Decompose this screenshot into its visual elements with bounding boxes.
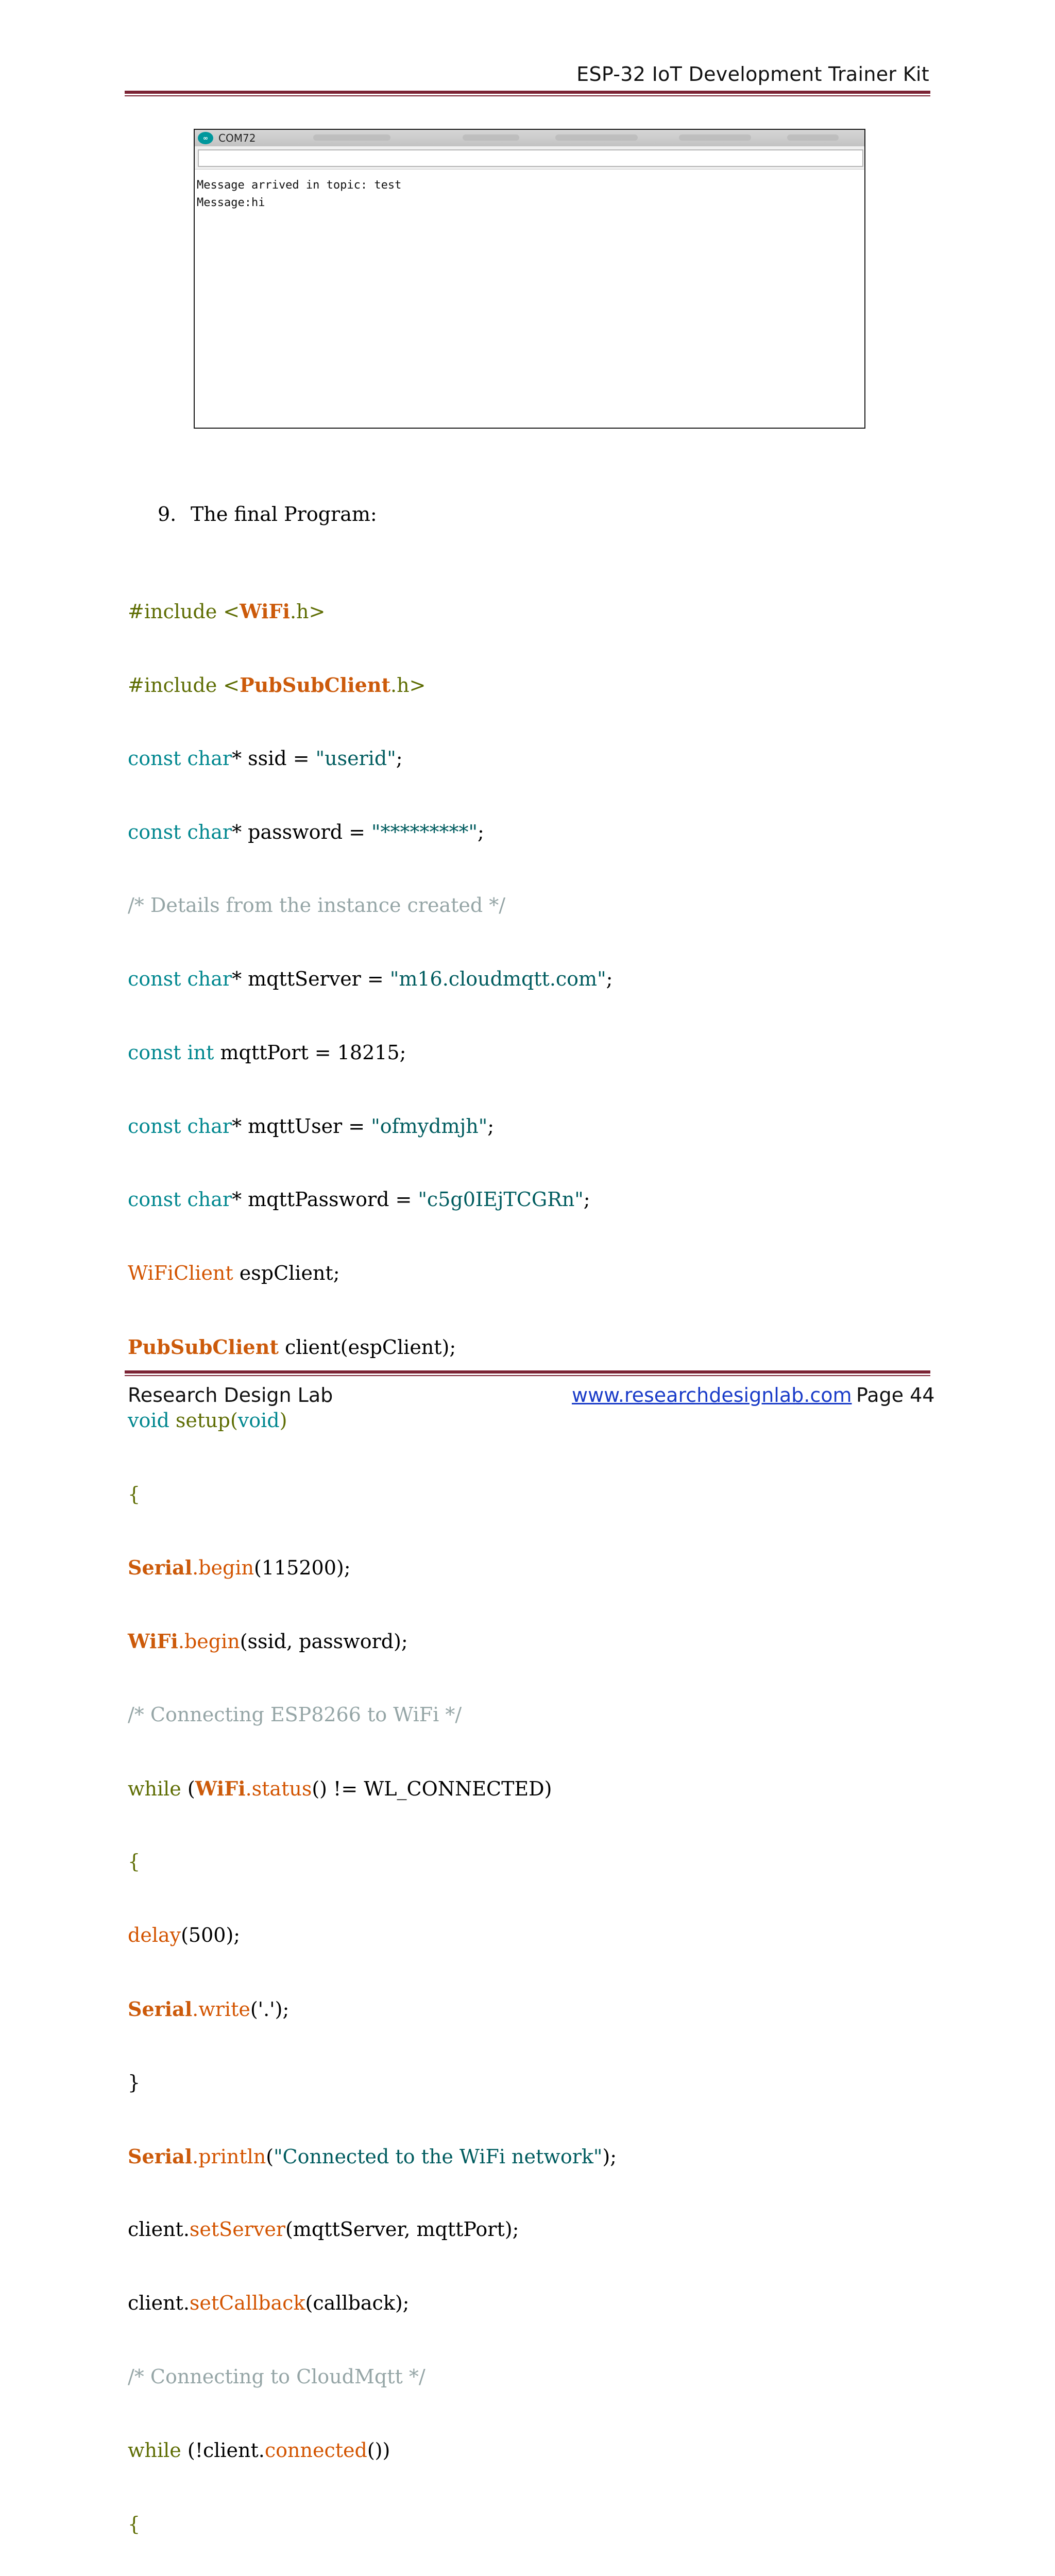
code-token: #include <	[128, 600, 240, 623]
code-token: .status	[245, 1777, 312, 1800]
code-line	[128, 1555, 726, 1580]
code-token: )	[279, 1409, 287, 1432]
code-token: const char	[128, 968, 232, 991]
code-token: /* Details from the instance created */	[128, 894, 506, 917]
code-token: connected	[264, 2438, 367, 2462]
blurred-title-area	[679, 134, 751, 141]
code-token: client.	[128, 2292, 190, 2315]
code-token: const int	[128, 1041, 214, 1064]
code-line	[128, 2144, 726, 2169]
code-token: .write	[192, 1998, 250, 2021]
code-token: * mqttPassword =	[232, 1188, 418, 1211]
serial-send-input[interactable]	[198, 149, 863, 167]
code-token: WiFi	[195, 1776, 246, 1800]
serial-input-row	[195, 146, 864, 170]
code-token: /* Connecting ESP8266 to WiFi */	[128, 1703, 462, 1726]
code-token: setup	[169, 1409, 230, 1432]
code-token: ;	[478, 820, 484, 843]
code-token: Serial	[128, 1556, 193, 1580]
footer-page-number: Page 44	[856, 1384, 935, 1406]
code-token: WiFiClient	[128, 1262, 233, 1285]
code-token: }	[128, 2071, 141, 2094]
code-token: const char	[128, 820, 232, 843]
code-token: * password =	[232, 820, 372, 843]
blurred-title-area	[313, 134, 390, 141]
serial-output-area	[195, 170, 864, 212]
code-token: .begin	[178, 1630, 240, 1653]
code-token: while	[128, 2438, 181, 2462]
code-line	[128, 1850, 726, 1874]
code-token: void	[237, 1409, 280, 1432]
serial-monitor-window	[194, 129, 865, 429]
code-line	[128, 1629, 726, 1654]
code-token: ;	[606, 968, 613, 991]
code-token: {	[128, 1482, 141, 1505]
code-token: client(espClient);	[278, 1336, 456, 1359]
code-token: ;	[487, 1114, 495, 1138]
code-token: * ssid =	[232, 747, 316, 770]
code-token: * mqttServer =	[232, 968, 390, 991]
step-number: 9.	[158, 503, 177, 526]
code-token: "m16.cloudmqtt.com"	[389, 968, 606, 991]
code-token: WiFi	[240, 600, 290, 623]
code-token: WiFi	[128, 1630, 178, 1653]
code-token: );	[602, 2145, 617, 2168]
page-header-title: ESP-32 IoT Development Trainer Kit	[576, 63, 929, 86]
serial-monitor-title: COM72	[218, 132, 256, 144]
code-line	[128, 2512, 726, 2537]
code-token: ('.');	[250, 1998, 290, 2021]
code-token: (ssid, password);	[240, 1630, 408, 1653]
code-line	[128, 2217, 726, 2242]
footer-company: Research Design Lab	[128, 1384, 333, 1406]
code-listing	[128, 550, 726, 2576]
code-token: (!client.	[181, 2438, 265, 2462]
code-line	[128, 2291, 726, 2316]
code-token: .println	[192, 2145, 266, 2168]
code-token: void	[128, 1409, 169, 1432]
header-rule-thin	[125, 95, 930, 96]
code-token: () != WL_CONNECTED)	[312, 1777, 552, 1800]
blurred-title-area	[555, 134, 638, 141]
code-token: const char	[128, 1188, 232, 1211]
code-token: (500);	[181, 1924, 241, 1947]
code-comment	[128, 1703, 726, 1727]
code-token: "ofmydmjh"	[371, 1114, 488, 1138]
code-line	[128, 1409, 726, 1433]
code-token: setServer	[189, 2218, 285, 2241]
code-token: .h>	[290, 600, 326, 623]
code-token: "Connected to the WiFi network"	[274, 2145, 603, 2168]
code-line	[128, 1188, 726, 1212]
code-line	[128, 820, 726, 845]
code-line	[128, 1114, 726, 1139]
code-line	[128, 1776, 726, 1801]
code-token: while	[128, 1777, 181, 1800]
code-token: "userid"	[315, 747, 396, 770]
code-line	[128, 599, 726, 624]
code-token: #include <	[128, 673, 240, 697]
code-token: Serial	[128, 1997, 193, 2021]
code-line	[128, 1041, 726, 1065]
footer-rule-thin	[125, 1375, 930, 1376]
code-comment	[128, 893, 726, 918]
code-token: (callback);	[305, 2292, 410, 2315]
header-rule	[125, 91, 930, 94]
arduino-logo-icon: ∞	[198, 132, 213, 144]
code-line	[128, 747, 726, 771]
code-line	[128, 2438, 726, 2463]
code-token: PubSubClient	[128, 1335, 279, 1359]
code-line	[128, 1923, 726, 1948]
code-line	[128, 1335, 726, 1360]
serial-output-line: Message arrived in topic: test	[197, 179, 402, 192]
code-token: ;	[396, 747, 403, 770]
code-token: Serial	[128, 2144, 193, 2168]
blurred-title-area	[787, 134, 839, 141]
code-token: (	[181, 1777, 195, 1800]
code-line	[128, 1997, 726, 2022]
code-token: ())	[367, 2438, 390, 2462]
code-line	[128, 1261, 726, 1286]
code-token: {	[128, 2512, 141, 2535]
code-token: const char	[128, 1114, 232, 1138]
code-line	[128, 1482, 726, 1507]
code-line	[128, 2071, 726, 2095]
code-token: setCallback	[189, 2292, 305, 2315]
blurred-title-area	[463, 134, 519, 141]
code-token: .h>	[390, 673, 426, 697]
code-token: (	[266, 2145, 274, 2168]
code-line	[128, 673, 726, 698]
code-token: /* Connecting to CloudMqtt */	[128, 2365, 426, 2388]
code-token: client.	[128, 2218, 190, 2241]
code-token: const char	[128, 747, 232, 770]
code-token: (	[230, 1409, 238, 1432]
serial-monitor-titlebar	[195, 130, 864, 146]
step-text: The final Program:	[191, 503, 377, 526]
code-token: delay	[128, 1924, 181, 1947]
code-token: (mqttServer, mqttPort);	[285, 2218, 519, 2241]
serial-output-line: Message:hi	[197, 196, 265, 209]
code-token: (115200);	[254, 1556, 351, 1580]
code-line	[128, 967, 726, 992]
code-token: mqttPort = 18215;	[214, 1041, 406, 1064]
code-token: espClient;	[233, 1262, 340, 1285]
code-token: "c5g0IEjTCGRn"	[418, 1188, 584, 1211]
code-token: PubSubClient	[240, 673, 390, 697]
code-token: ;	[583, 1188, 590, 1211]
code-token: "*********"	[371, 820, 478, 843]
step-heading	[158, 503, 377, 526]
footer-website-link[interactable]: www.researchdesignlab.com	[572, 1384, 852, 1406]
footer-rule	[125, 1370, 930, 1374]
code-comment	[128, 2365, 726, 2389]
code-token: .begin	[192, 1556, 254, 1580]
code-token: * mqttUser =	[232, 1114, 371, 1138]
code-token: {	[128, 1850, 141, 1873]
